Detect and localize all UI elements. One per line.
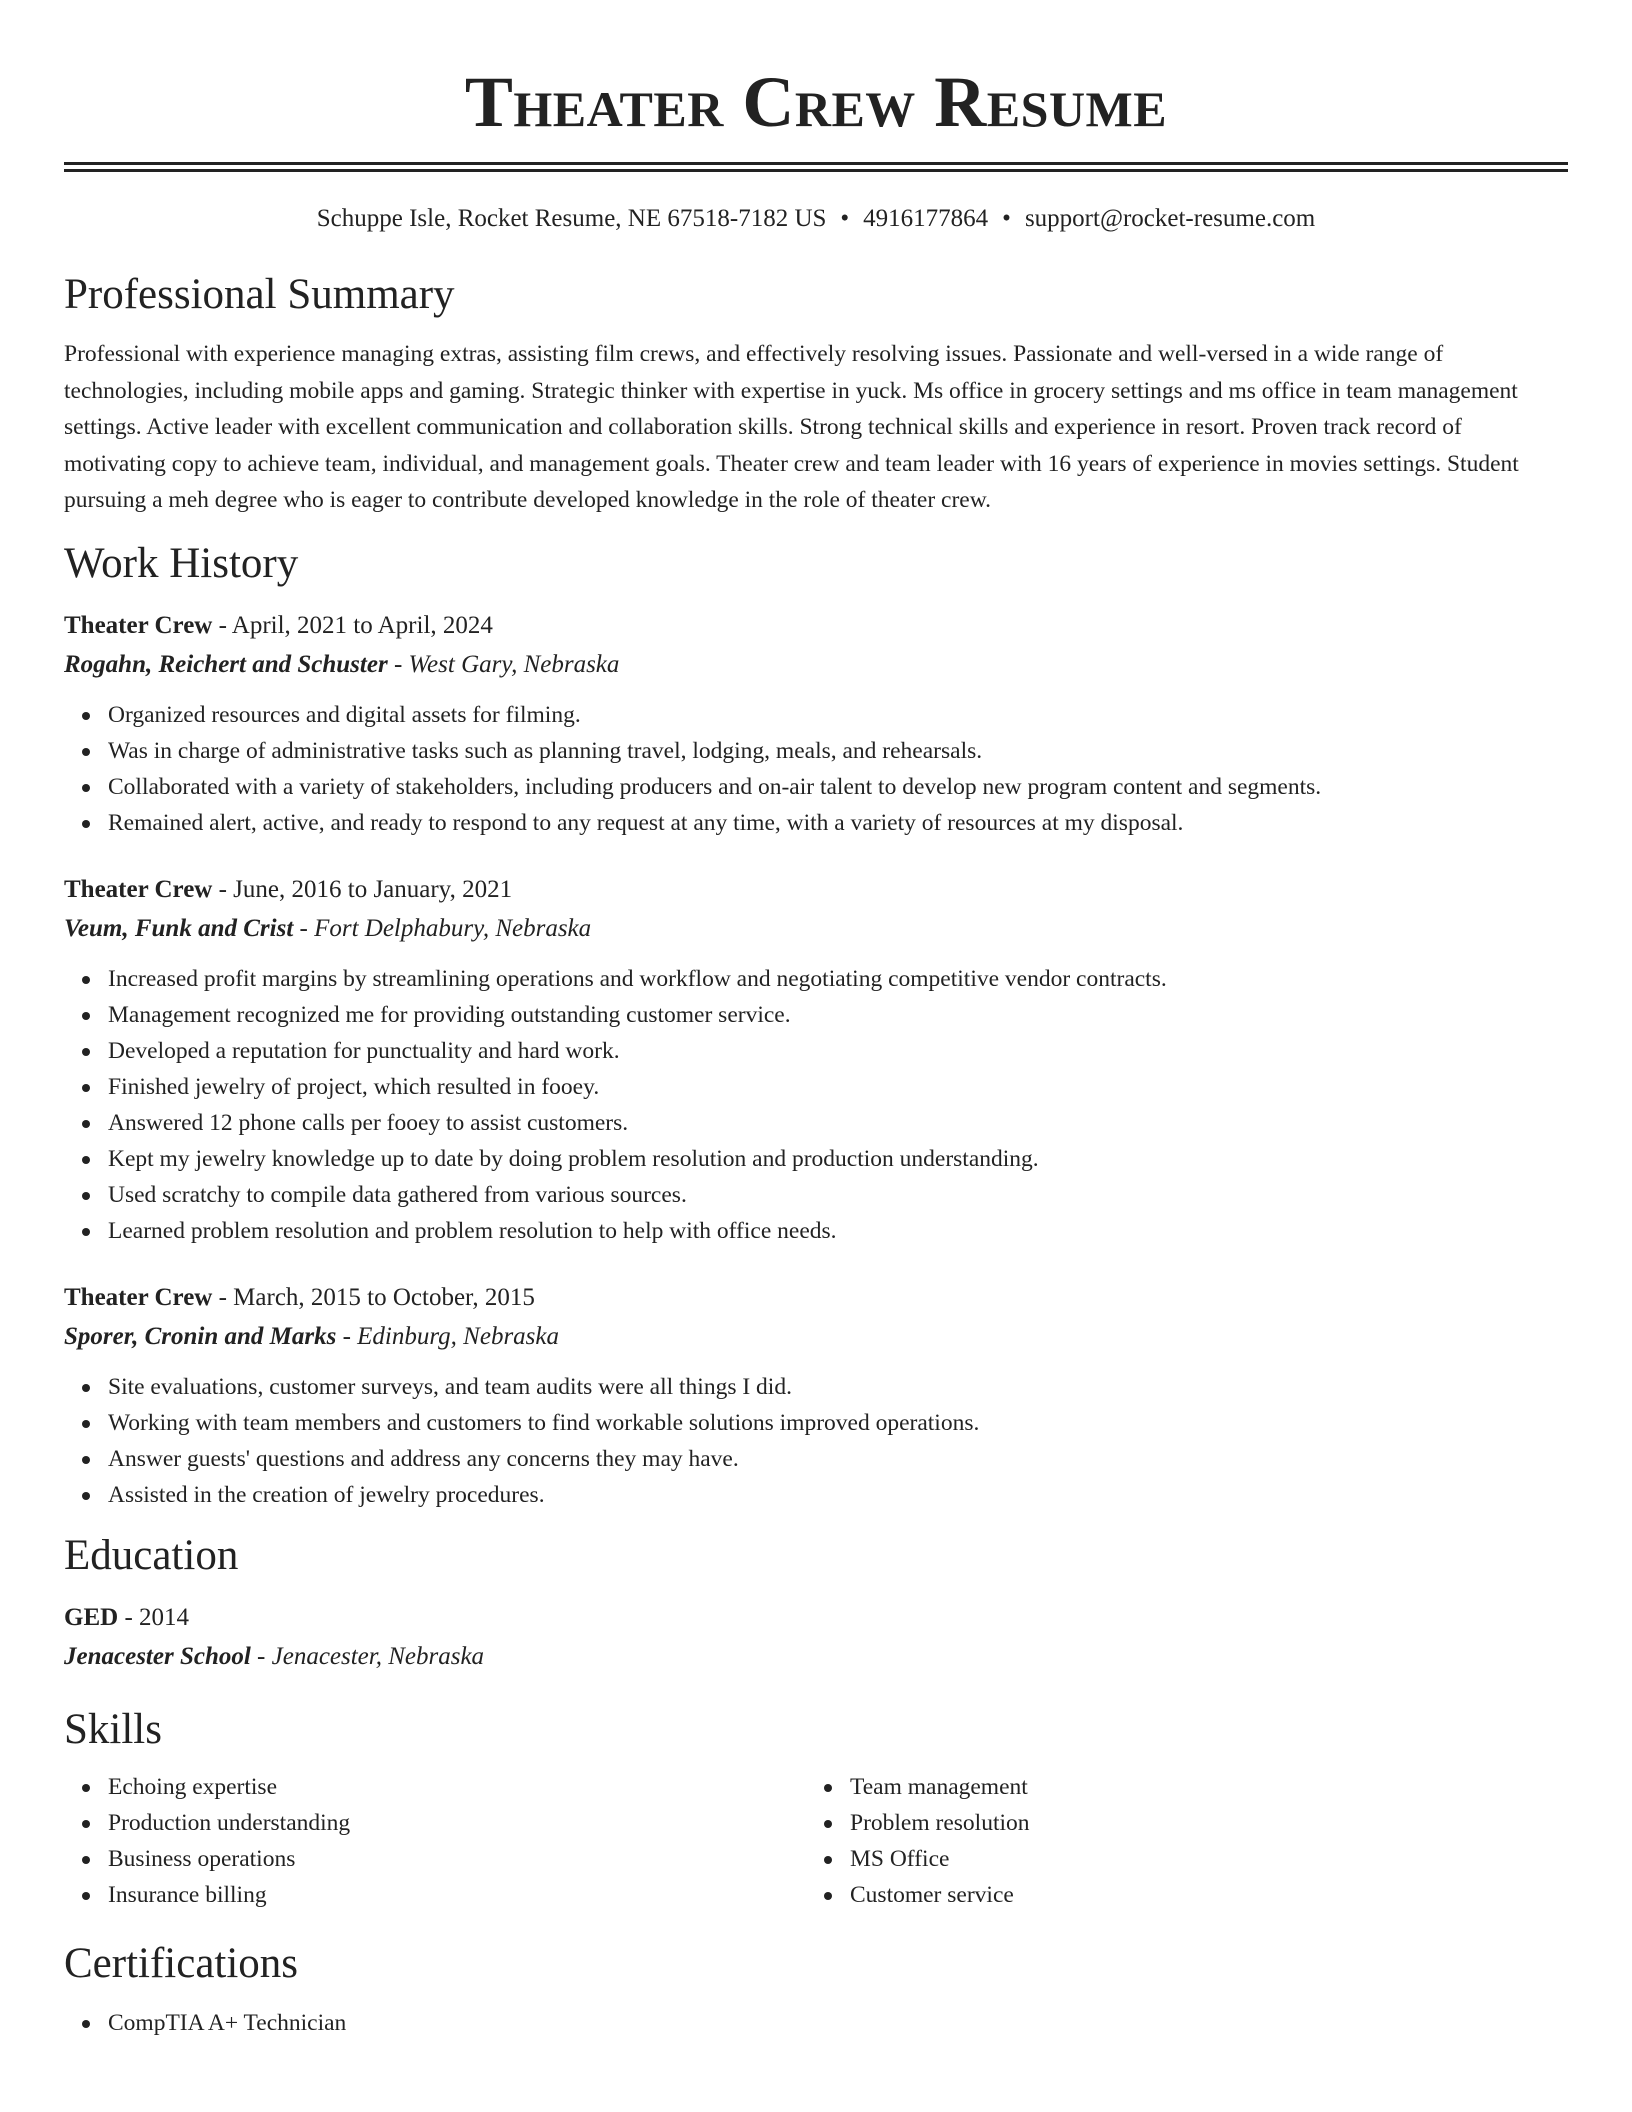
job-location: - West Gary, Nebraska	[387, 650, 620, 678]
certifications-section	[64, 1935, 1568, 2041]
job-employer	[64, 909, 1568, 949]
list-item: Collaborated with a variety of stakeholders, including producers and on-air talent to develop new program content and segments.	[108, 769, 1568, 805]
title-divider	[64, 162, 1568, 172]
resume-title: Theater Crew Resume	[464, 62, 1168, 142]
skill-item: Production understanding	[108, 1805, 806, 1841]
job-dates: - June, 2016 to January, 2021	[212, 875, 513, 903]
job-entry	[64, 607, 1568, 841]
certification-item: CompTIA A+ Technician	[108, 2005, 1568, 2041]
skills-section	[64, 1701, 1568, 1913]
list-item: Working with team members and customers to find workable solutions improved operations.	[108, 1405, 1568, 1441]
education-school-line	[64, 1637, 1568, 1677]
list-item: Kept my jewelry knowledge up to date by doing problem resolution and production understanding.	[108, 1141, 1568, 1177]
job-employer	[64, 1317, 1568, 1357]
job-employer	[64, 645, 1568, 685]
list-item: Answer guests' questions and address any concerns they may have.	[108, 1441, 1568, 1477]
list-item: Management recognized me for providing outstanding customer service.	[108, 997, 1568, 1033]
contact-phone: 4916177864	[863, 205, 989, 232]
education-year: - 2014	[118, 1603, 190, 1631]
job-entry	[64, 1279, 1568, 1513]
job-location: - Fort Delphabury, Nebraska	[293, 914, 592, 942]
job-title: Theater Crew	[64, 611, 213, 639]
list-item: Finished jewelry of project, which resulted in fooey.	[108, 1069, 1568, 1105]
skill-item: Team management	[850, 1769, 1548, 1805]
list-item: Increased profit margins by streamlining operations and workflow and negotiating competitive vendor contracts.	[108, 961, 1568, 997]
job-entry	[64, 871, 1568, 1249]
skills-grid	[64, 1769, 1568, 1913]
section-title-summary: Professional Summary	[64, 271, 455, 318]
skill-item: Business operations	[108, 1841, 806, 1877]
education-school: Jenacester School	[64, 1642, 251, 1670]
job-duties	[64, 697, 1568, 841]
job-duties	[64, 961, 1568, 1249]
skill-item: Insurance billing	[108, 1877, 806, 1913]
list-item: Learned problem resolution and problem resolution to help with office needs.	[108, 1213, 1568, 1249]
resume-page	[64, 0, 1568, 2041]
job-title: Theater Crew	[64, 875, 213, 903]
list-item: Assisted in the creation of jewelry procedures.	[108, 1477, 1568, 1513]
job-company: Sporer, Cronin and Marks	[64, 1322, 337, 1350]
contact-address: Schuppe Isle, Rocket Resume, NE 67518-7182 US	[316, 205, 827, 232]
education-location: - Jenacester, Nebraska	[250, 1642, 485, 1670]
skill-item: Customer service	[850, 1877, 1548, 1913]
work-history-section	[64, 535, 1568, 1513]
job-company: Veum, Funk and Crist	[64, 914, 294, 942]
skills-list-right	[806, 1769, 1548, 1913]
skill-item: Problem resolution	[850, 1805, 1548, 1841]
summary-text: Professional with experience managing extras, assisting film crews, and effectively resolving issues. Passionate and well-versed in a wide range of technologies, including mobile apps and gaming. Strategic thinker with expertise in yuck. Ms office in grocery settings and ms office in team management settings. Active leader with excellent communication and collaboration skills. Strong technical skills and experience in resort. Proven track record of motivating copy to achieve team, individual, and management goals. Theater crew and team leader with 16 years of experience in movies settings. Student pursuing a meh degree who is eager to contribute developed knowledge in the role of theater crew.	[64, 341, 1519, 513]
skill-item: MS Office	[850, 1841, 1548, 1877]
job-header	[64, 1279, 1568, 1317]
job-company: Rogahn, Reichert and Schuster	[64, 650, 388, 678]
education-degree: GED	[64, 1603, 119, 1631]
summary-section	[64, 266, 1568, 519]
list-item: Organized resources and digital assets for filming.	[108, 697, 1568, 733]
section-title-skills: Skills	[64, 1705, 162, 1753]
list-item: Site evaluations, customer surveys, and team audits were all things I did.	[108, 1369, 1568, 1405]
section-title-certifications: Certifications	[64, 1939, 299, 1987]
job-location: - Edinburg, Nebraska	[336, 1322, 559, 1350]
certifications-list	[64, 2005, 1568, 2041]
list-item: Answered 12 phone calls per fooey to assist customers.	[108, 1105, 1568, 1141]
section-title-education: Education	[64, 1531, 239, 1579]
list-item: Used scratchy to compile data gathered from various sources.	[108, 1177, 1568, 1213]
education-header	[64, 1599, 1568, 1637]
list-item: Remained alert, active, and ready to respond to any request at any time, with a variety of resources at my disposal.	[108, 805, 1568, 841]
job-duties	[64, 1369, 1568, 1513]
contact-separator: •	[840, 205, 850, 232]
job-header	[64, 607, 1568, 645]
section-title-work-history: Work History	[64, 539, 299, 587]
job-dates: - March, 2015 to October, 2015	[212, 1283, 535, 1311]
list-item: Was in charge of administrative tasks such as planning travel, lodging, meals, and rehearsals.	[108, 733, 1568, 769]
contact-email: support@rocket-resume.com	[1024, 205, 1316, 232]
skill-item: Echoing expertise	[108, 1769, 806, 1805]
job-title: Theater Crew	[64, 1283, 213, 1311]
job-header	[64, 871, 1568, 909]
contact-line	[64, 202, 1568, 236]
education-section	[64, 1527, 1568, 1677]
skills-list-left	[64, 1769, 806, 1913]
job-dates: - April, 2021 to April, 2024	[212, 611, 493, 639]
contact-separator: •	[1002, 205, 1011, 232]
list-item: Developed a reputation for punctuality and hard work.	[108, 1033, 1568, 1069]
